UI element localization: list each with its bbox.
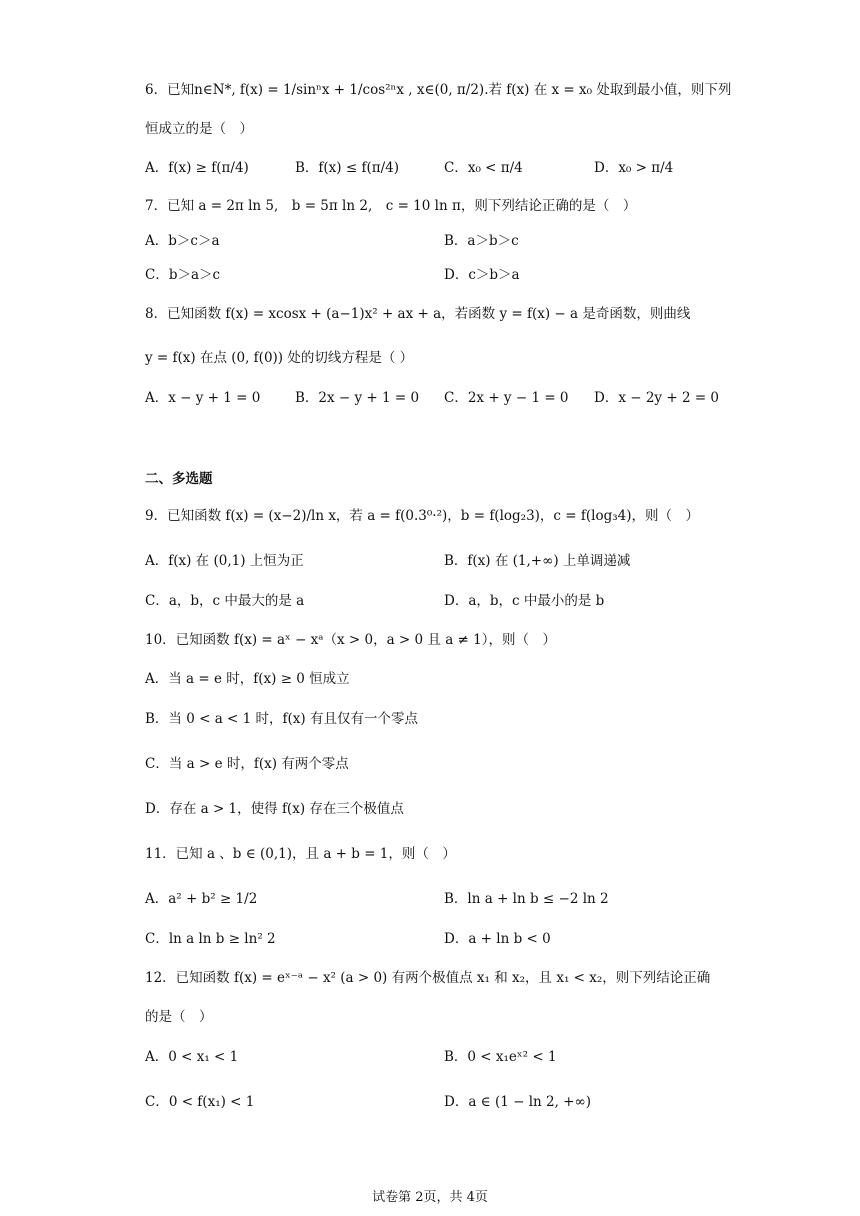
q6-option-a: A．f(x) ≥ f(π/4)	[145, 160, 249, 176]
q7-stem: 7．已知 a = 2π ln 5, b = 5π ln 2, c = 10 ln π，则下列结论正确的是（ ）	[145, 198, 637, 214]
page-footer: 试卷第 2页，共 4页	[372, 1190, 488, 1205]
q10-stem: 10．已知函数 f(x) = aˣ − xᵃ（x > 0，a > 0 且 a ≠ 1），则（ ）	[145, 632, 556, 648]
q11-option-b: B．ln a + ln b ≤ −2 ln 2	[444, 891, 609, 907]
q11-option-d: D．a + ln b < 0	[444, 931, 551, 947]
q12-stem-line2: 的是（ ）	[145, 1009, 213, 1025]
q6-option-b: B．f(x) ≤ f(π/4)	[295, 160, 399, 176]
q10-option-a: A．当 a = e 时，f(x) ≥ 0 恒成立	[145, 671, 350, 687]
q6-option-d: D．x₀ > π/4	[594, 160, 674, 176]
q12-stem-line1: 12．已知函数 f(x) = eˣ⁻ᵃ − x² (a > 0) 有两个极值点 x₁ 和 x₂，且 x₁ < x₂，则下列结论正确	[145, 970, 711, 986]
q6-option-c: C．x₀ < π/4	[444, 160, 523, 176]
q10-option-c: C．当 a > e 时，f(x) 有两个零点	[145, 756, 349, 772]
q7-option-c: C．b＞a＞c	[145, 267, 221, 283]
q8-option-a: A．x − y + 1 = 0	[145, 390, 261, 406]
q12-option-b: B．0 < x₁eˣ² < 1	[444, 1049, 557, 1065]
q10-option-d: D．存在 a > 1，使得 f(x) 存在三个极值点	[145, 801, 404, 817]
q8-stem-line1: 8．已知函数 f(x) = xcosx + (a−1)x² + ax + a，若函数 y = f(x) − a 是奇函数，则曲线	[145, 306, 691, 322]
section-heading: 二、多选题	[145, 471, 213, 486]
q11-option-c: C．ln a ln b ≥ ln² 2	[145, 931, 276, 947]
q9-stem: 9．已知函数 f(x) = (x−2)/ln x，若 a = f(0.3⁰·²)，b = f(log₂3)，c = f(log₃4)，则（ ）	[145, 508, 700, 524]
q12-option-d: D．a ∈ (1 − ln 2, +∞)	[444, 1094, 591, 1110]
q7-option-a: A．b＞c＞a	[145, 233, 220, 249]
q12-option-c: C．0 < f(x₁) < 1	[145, 1094, 255, 1110]
q8-option-b: B．2x − y + 1 = 0	[295, 390, 420, 406]
q11-stem: 11．已知 a 、b ∈ (0,1)，且 a + b = 1，则（ ）	[145, 846, 456, 862]
q9-option-a: A．f(x) 在 (0,1) 上恒为正	[145, 553, 304, 569]
q8-stem-line2: y = f(x) 在点 (0, f(0)) 处的切线方程是（ ）	[145, 350, 414, 366]
q7-option-d: D．c＞b＞a	[444, 267, 520, 283]
q9-option-c: C．a，b，c 中最大的是 a	[145, 593, 305, 609]
q8-option-c: C．2x + y − 1 = 0	[444, 390, 569, 406]
q12-option-a: A．0 < x₁ < 1	[145, 1049, 239, 1065]
q11-option-a: A．a² + b² ≥ 1/2	[145, 891, 258, 907]
q7-option-b: B．a＞b＞c	[444, 233, 519, 249]
q9-option-b: B．f(x) 在 (1,+∞) 上单调递减	[444, 553, 631, 569]
q6-stem-line2: 恒成立的是（ ）	[145, 121, 253, 137]
q9-option-d: D．a，b，c 中最小的是 b	[444, 593, 605, 609]
q10-option-b: B．当 0 < a < 1 时，f(x) 有且仅有一个零点	[145, 711, 418, 727]
q8-option-d: D．x − 2y + 2 = 0	[594, 390, 720, 406]
q6-stem-line1: 6．已知n∈N*, f(x) = 1/sinⁿx + 1/cos²ⁿx , x∈(0, π/2).若 f(x) 在 x = x₀ 处取到最小值，则下列	[145, 82, 732, 98]
